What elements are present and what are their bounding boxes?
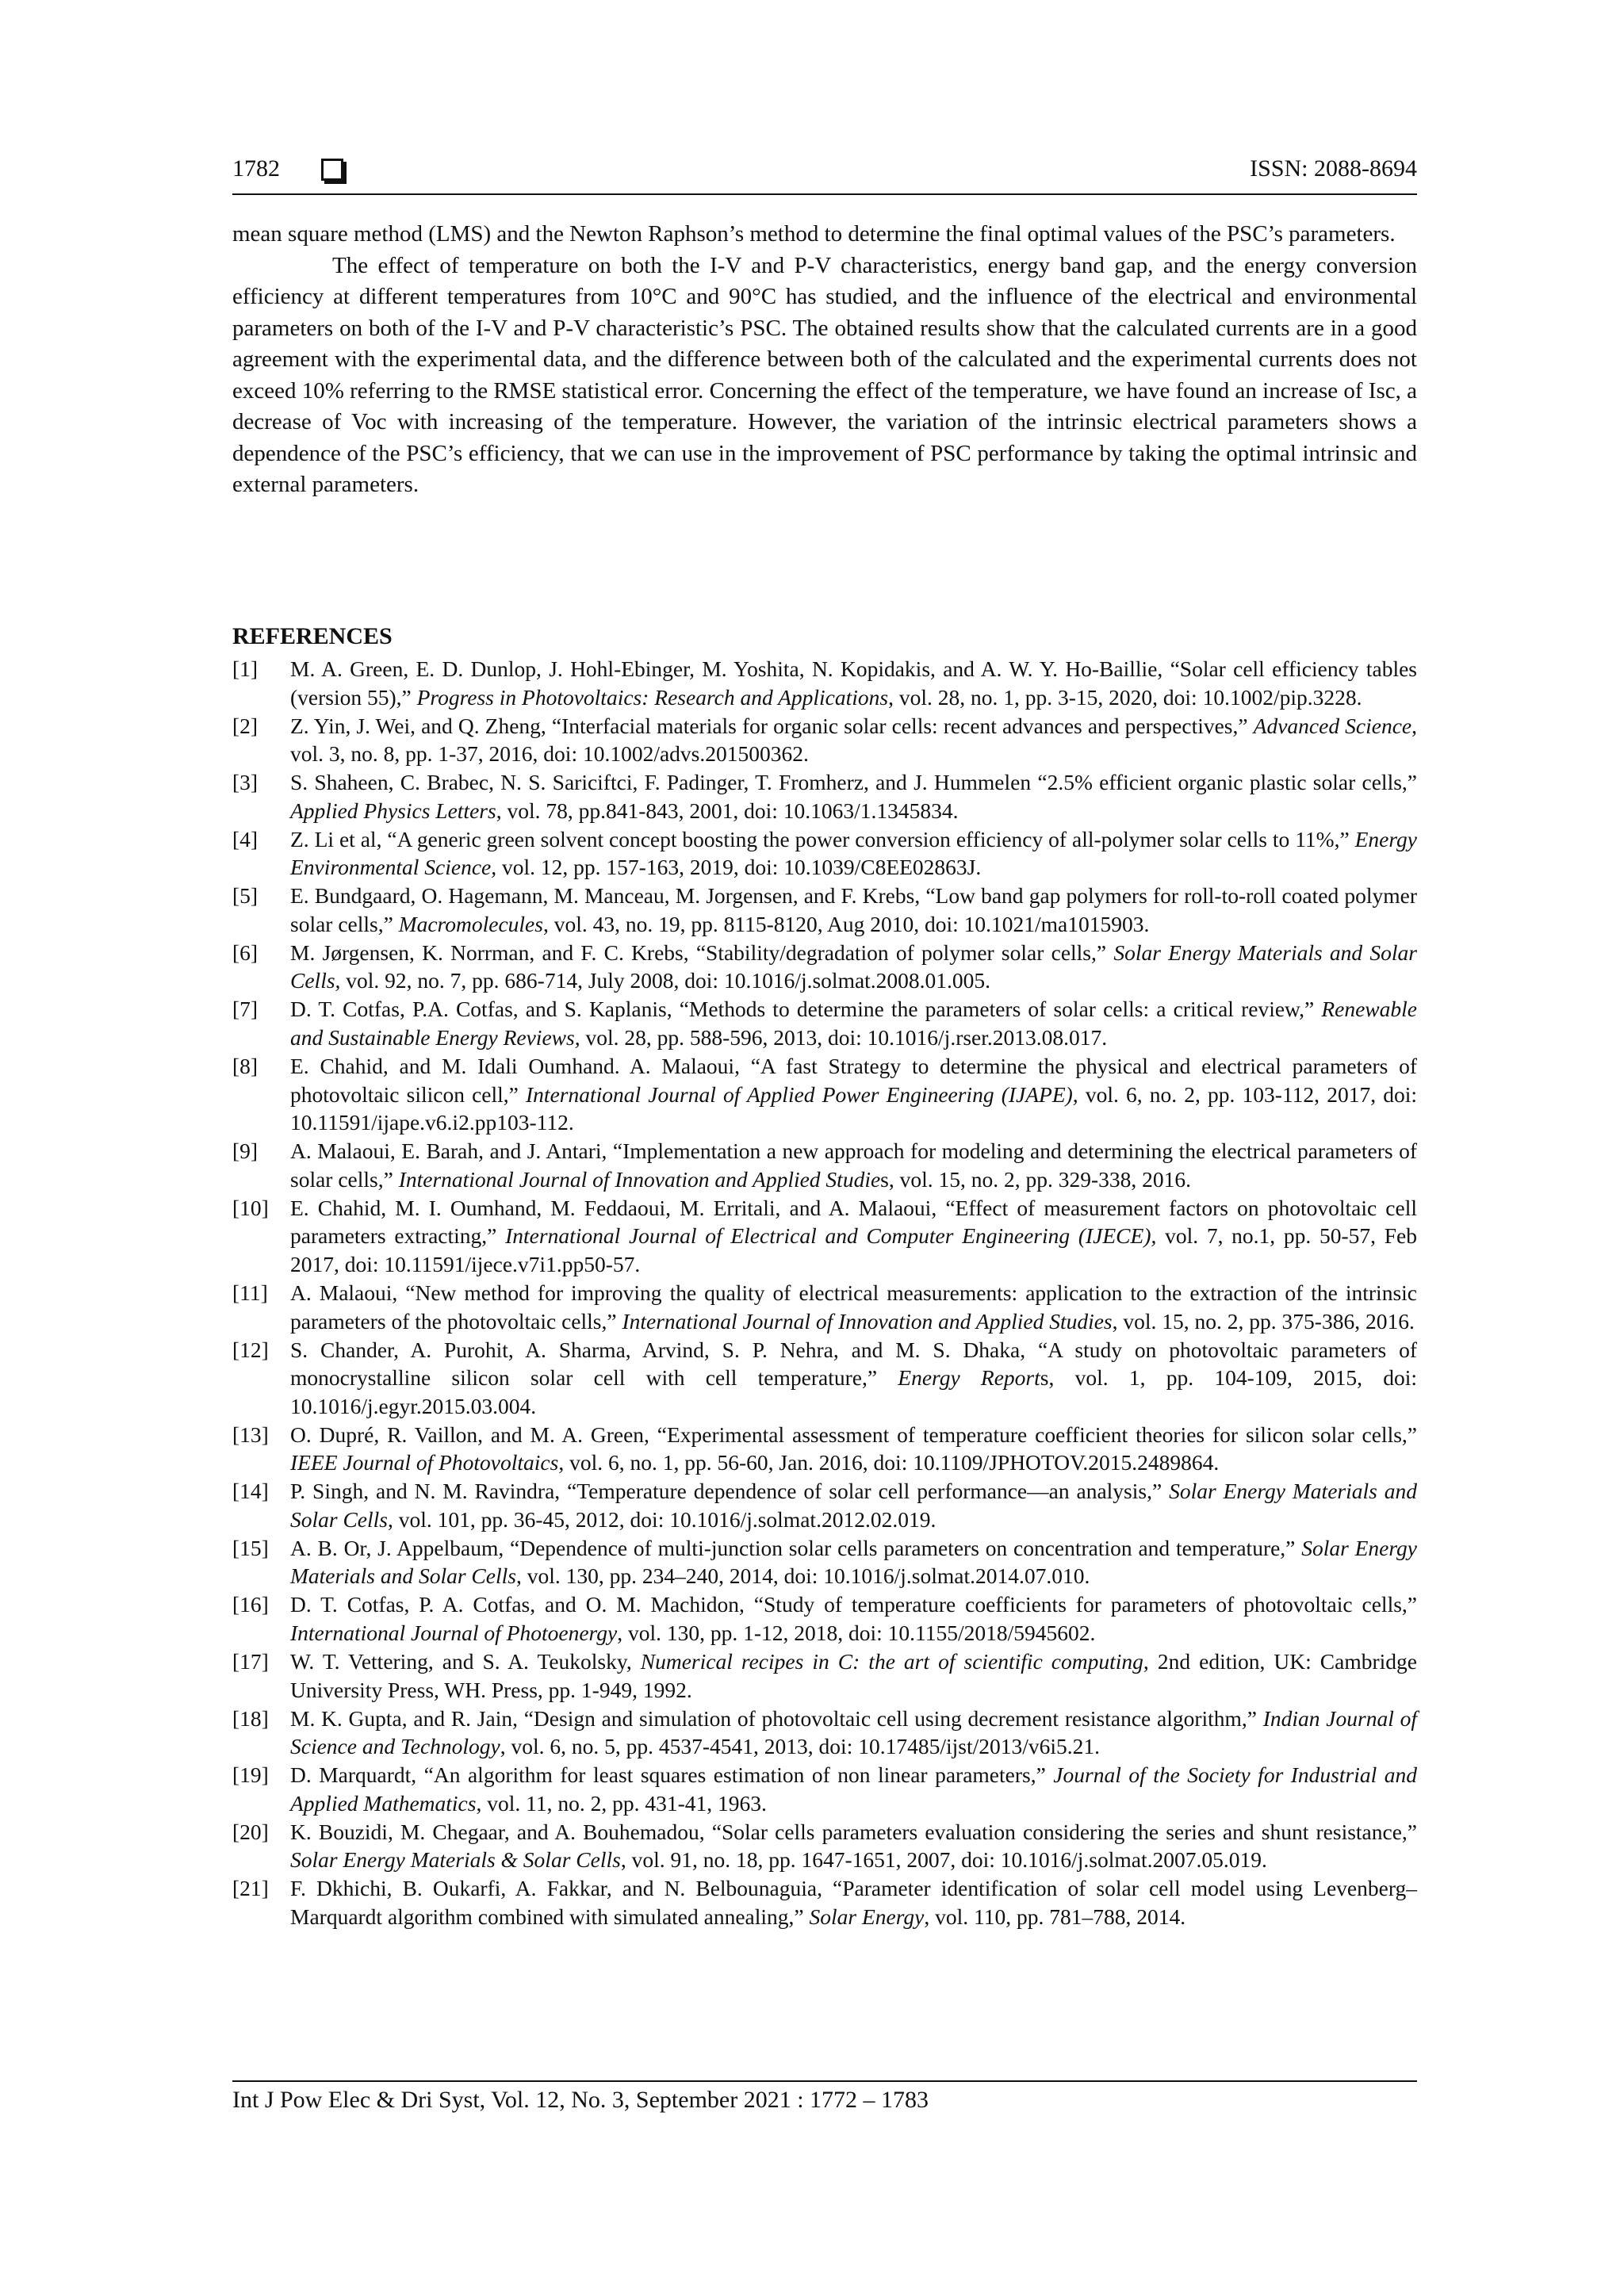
reference-journal: Journal of the Society for Industrial and Applied Mathematics <box>290 1762 1417 1816</box>
reference-item <box>232 1421 1417 1477</box>
reference-details: , vol. 28, no. 1, pp. 3-15, 2020, doi: 10.1002/pip.3228. <box>888 684 1362 710</box>
page-number: 1782 <box>232 155 280 182</box>
reference-authors-title: E. Bundgaard, O. Hagemann, M. Manceau, M. Jorgensen, and F. Krebs, “Low band gap polymers for roll-to-roll coated polymer solar cells,” <box>290 883 1417 936</box>
reference-number: [15] <box>232 1535 269 1560</box>
reference-journal: International Journal of Applied Power Engineering (IJAPE), <box>526 1081 1078 1107</box>
reference-journal: Applied Physics Letters <box>290 798 496 823</box>
reference-item <box>232 1761 1417 1817</box>
reference-details: vol. 12, pp. 157-163, 2019, doi: 10.1039/C8EE02863J. <box>496 855 982 880</box>
reference-details: , vol. 6, no. 1, pp. 56-60, Jan. 2016, doi: 10.1109/JPHOTOV.2015.2489864. <box>558 1450 1220 1475</box>
reference-number: [18] <box>232 1705 269 1731</box>
reference-number: [8] <box>232 1054 259 1079</box>
reference-journal: Indian Journal of Science and Technology <box>290 1705 1417 1759</box>
reference-authors-title: A. B. Or, J. Appelbaum, “Dependence of multi-junction solar cells parameters on concentration and temperature,” <box>290 1535 1302 1560</box>
reference-item <box>232 768 1417 825</box>
reference-journal: International Journal of Innovation and Applied Studies <box>622 1308 1113 1334</box>
reference-item <box>232 655 1417 711</box>
reference-number: [13] <box>232 1422 269 1447</box>
paragraph-1: mean square method (LMS) and the Newton Raphson’s method to determine the final optimal values of the PSC’s parameters. <box>232 221 1396 247</box>
reference-authors-title: M. A. Green, E. D. Dunlop, J. Hohl-Ebinger, M. Yoshita, N. Kopidakis, and A. W. Y. Ho-Baillie, “Solar cell efficiency tables (version 55),” <box>290 656 1417 710</box>
reference-item <box>232 1194 1417 1279</box>
reference-item <box>232 825 1417 882</box>
reference-details: , vol. 130, pp. 234–240, 2014, doi: 10.1016/j.solmat.2014.07.010. <box>515 1563 1090 1589</box>
reference-details: , vol. 43, no. 19, pp. 8115-8120, Aug 2010, doi: 10.1021/ma1015903. <box>542 911 1150 936</box>
reference-item <box>232 1336 1417 1421</box>
reference-item <box>232 1705 1417 1761</box>
reference-journal: Solar Energy Materials and Solar Cells <box>290 1535 1417 1589</box>
references-list <box>232 655 1417 1931</box>
reference-item <box>232 939 1417 995</box>
page-header <box>232 155 1417 190</box>
reference-number: [20] <box>232 1819 269 1844</box>
checkbox-square-icon <box>321 159 343 181</box>
reference-number: [7] <box>232 997 259 1022</box>
reference-number: [1] <box>232 656 259 681</box>
reference-item <box>232 1279 1417 1335</box>
reference-authors-title: F. Dkhichi, B. Oukarfi, A. Fakkar, and N. Belbounaguia, “Parameter identification of solar cell model using Levenberg–Marquardt algorithm combined with simulated annealing,” <box>290 1876 1417 1929</box>
reference-number: [6] <box>232 939 259 965</box>
reference-authors-title: A. Malaoui, E. Barah, and J. Antari, “Implementation a new approach for modeling and determining the electrical parameters of solar cells,” <box>290 1138 1417 1192</box>
reference-number: [11] <box>232 1280 268 1305</box>
reference-journal: Energy Environmental Science, <box>290 826 1417 880</box>
reference-journal: Progress in Photovoltaics: Research and Applications <box>416 684 889 710</box>
reference-details: vol. 28, pp. 588-596, 2013, doi: 10.1016/j.rser.2013.08.017. <box>580 1025 1108 1050</box>
reference-authors-title: O. Dupré, R. Vaillon, and M. A. Green, “Experimental assessment of temperature coefficient theories for silicon solar cells,” <box>290 1422 1417 1447</box>
reference-details: , vol. 130, pp. 1-12, 2018, doi: 10.1155/2018/5945602. <box>617 1621 1096 1646</box>
reference-item <box>232 1818 1417 1874</box>
reference-journal: Solar Energy <box>809 1904 925 1929</box>
reference-journal: IEEE Journal of Photovoltaics <box>290 1450 559 1475</box>
reference-number: [14] <box>232 1479 269 1504</box>
reference-number: [16] <box>232 1592 269 1617</box>
reference-authors-title: D. Marquardt, “An algorithm for least squares estimation of non linear parameters,” <box>290 1762 1054 1788</box>
reference-number: [12] <box>232 1337 269 1362</box>
reference-number: [2] <box>232 713 259 738</box>
reference-details: vol. 92, no. 7, pp. 686-714, July 2008, doi: 10.1016/j.solmat.2008.01.005. <box>340 968 991 993</box>
reference-details: , vol. 91, no. 18, pp. 1647-1651, 2007, doi: 10.1016/j.solmat.2007.05.019. <box>620 1847 1267 1873</box>
reference-authors-title: Z. Yin, J. Wei, and Q. Zheng, “Interfacial materials for organic solar cells: recent advances and perspectives,” <box>290 713 1254 738</box>
reference-details: vol. 6, no. 2, pp. 103-112, 2017, doi: 10.11591/ijape.v6.i2.pp103-112. <box>290 1081 1418 1135</box>
reference-authors-title: M. K. Gupta, and R. Jain, “Design and simulation of photovoltaic cell using decrement resistance algorithm,” <box>290 1705 1263 1731</box>
reference-authors-title: P. Singh, and N. M. Ravindra, “Temperature dependence of solar cell performance—an analysis,” <box>290 1479 1170 1504</box>
reference-authors-title: M. Jørgensen, K. Norrman, and F. C. Krebs, “Stability/degradation of polymer solar cells,” <box>290 939 1114 965</box>
reference-details: , vol. 101, pp. 36-45, 2012, doi: 10.1016/j.solmat.2012.02.019. <box>388 1506 936 1532</box>
reference-journal: Numerical recipes in C: the art of scientific computing <box>640 1649 1143 1674</box>
reference-journal: Renewable and Sustainable Energy Reviews, <box>290 997 1417 1050</box>
reference-journal: International Journal of Photoenergy <box>290 1621 618 1646</box>
reference-authors-title: D. T. Cotfas, P. A. Cotfas, and O. M. Machidon, “Study of temperature coefficients for parameters of photovoltaic cells,” <box>290 1592 1417 1617</box>
reference-number: [21] <box>232 1876 269 1901</box>
page-footer: Int J Pow Elec & Dri Syst, Vol. 12, No. 3, September 2021 : 1772 – 1783 <box>232 2087 929 2113</box>
reference-item <box>232 1477 1417 1533</box>
reference-authors-title: E. Chahid, and M. Idali Oumhand. A. Malaoui, “A fast Strategy to determine the physical and electrical parameters of photovoltaic silicon cell,” <box>290 1054 1417 1107</box>
reference-authors-title: S. Chander, A. Purohit, A. Sharma, Arvind, S. P. Nehra, and M. S. Dhaka, “A study on photovoltaic parameters of monocrystalline silicon solar cell with cell temperature,” <box>290 1337 1417 1391</box>
reference-number: [3] <box>232 770 259 795</box>
reference-journal: International Journal of Electrical and Computer Engineering (IJECE), <box>505 1223 1157 1249</box>
reference-details: , 2nd edition, UK: Cambridge University Press, WH. Press, pp. 1-949, 1992. <box>290 1649 1417 1702</box>
reference-item <box>232 1874 1417 1931</box>
reference-details: s, vol. 1, pp. 104-109, 2015, doi: 10.1016/j.egyr.2015.03.004. <box>290 1365 1417 1418</box>
body-text <box>232 219 1417 501</box>
reference-item <box>232 995 1417 1051</box>
reference-item <box>232 1137 1417 1193</box>
reference-authors-title: K. Bouzidi, M. Chegaar, and A. Bouhemadou, “Solar cells parameters evaluation considering the series and shunt resistance,” <box>290 1819 1417 1844</box>
issn-label: ISSN: 2088-8694 <box>1250 155 1417 182</box>
reference-number: [19] <box>232 1762 269 1788</box>
reference-journal: Macromolecules <box>398 911 543 936</box>
reference-journal: Solar Energy Materials and Solar Cells, <box>290 939 1417 993</box>
reference-journal: Solar Energy Materials & Solar Cells <box>290 1847 621 1873</box>
reference-authors-title: S. Shaheen, C. Brabec, N. S. Sariciftci, F. Padinger, T. Fromherz, and J. Hummelen “2.5% efficient organic plastic solar cells,” <box>290 770 1417 795</box>
reference-authors-title: Z. Li et al, “A generic green solvent concept boosting the power conversion efficiency of all-polymer solar cells to 11%,” <box>290 826 1355 851</box>
reference-journal: Advanced Science <box>1253 713 1412 738</box>
reference-details: vol. 7, no.1, pp. 50-57, Feb 2017, doi: 10.11591/ijece.v7i1.pp50-57. <box>290 1223 1417 1276</box>
reference-number: [5] <box>232 883 259 909</box>
reference-item <box>232 1647 1417 1704</box>
reference-number: [9] <box>232 1138 259 1164</box>
reference-details: , vol. 110, pp. 781–788, 2014. <box>924 1904 1186 1929</box>
reference-authors-title: W. T. Vettering, and S. A. Teukolsky, <box>290 1649 641 1674</box>
reference-authors-title: A. Malaoui, “New method for improving the quality of electrical measurements: application to the extraction of the intrinsic parameters of the photovoltaic cells,” <box>290 1280 1417 1334</box>
reference-details: , vol. 15, no. 2, pp. 375-386, 2016. <box>1112 1308 1415 1334</box>
reference-details: , vol. 6, no. 5, pp. 4537-4541, 2013, doi: 10.17485/ijst/2013/v6i5.21. <box>500 1734 1101 1759</box>
reference-item <box>232 1052 1417 1137</box>
reference-item <box>232 882 1417 938</box>
references-heading: REFERENCES <box>232 623 393 649</box>
reference-details: s, vol. 15, no. 2, pp. 329-338, 2016. <box>880 1166 1192 1192</box>
paragraph-2: The effect of temperature on both the I-V and P-V characteristics, energy band gap, and the energy conversion efficiency at different temperatures from 10°C and 90°C has studied, and the influence of the electrical and environmental parameters on both of the I-V and P-V characteristic’s PSC. The obtained results show that the calculated currents are in a good agreement with the experimental data, and the difference between both of the calculated and the experimental currents does not exceed 10% referring to the RMSE statistical error. Concerning the effect of the temperature, we have found an increase of Isc, a decrease of Voc with increasing of the temperature. However, the variation of the intrinsic electrical parameters shows a dependence of the PSC’s efficiency, that we can use in the improvement of PSC performance by taking the optimal intrinsic and external parameters. <box>232 252 1417 497</box>
reference-details: , vol. 78, pp.841-843, 2001, doi: 10.1063/1.1345834. <box>496 798 959 823</box>
reference-item <box>232 1534 1417 1590</box>
reference-journal: Energy Report <box>898 1365 1040 1391</box>
reference-details: , vol. 3, no. 8, pp. 1-37, 2016, doi: 10.1002/advs.201500362. <box>290 713 1417 767</box>
reference-item <box>232 712 1417 768</box>
reference-authors-title: D. T. Cotfas, P.A. Cotfas, and S. Kaplanis, “Methods to determine the parameters of solar cells: a critical review,” <box>290 997 1322 1022</box>
reference-authors-title: E. Chahid, M. I. Oumhand, M. Feddaoui, M. Erritali, and A. Malaoui, “Effect of measurement factors on photovoltaic cell parameters extracting,” <box>290 1195 1417 1249</box>
reference-journal: International Journal of Innovation and Applied Studie <box>398 1166 881 1192</box>
footer-rule <box>232 2080 1417 2082</box>
reference-journal: Solar Energy Materials and Solar Cells <box>290 1479 1417 1532</box>
reference-number: [10] <box>232 1195 269 1220</box>
reference-number: [4] <box>232 826 259 851</box>
reference-details: , vol. 11, no. 2, pp. 431-41, 1963. <box>476 1790 767 1816</box>
reference-number: [17] <box>232 1649 269 1674</box>
reference-item <box>232 1590 1417 1647</box>
header-rule <box>232 193 1417 195</box>
